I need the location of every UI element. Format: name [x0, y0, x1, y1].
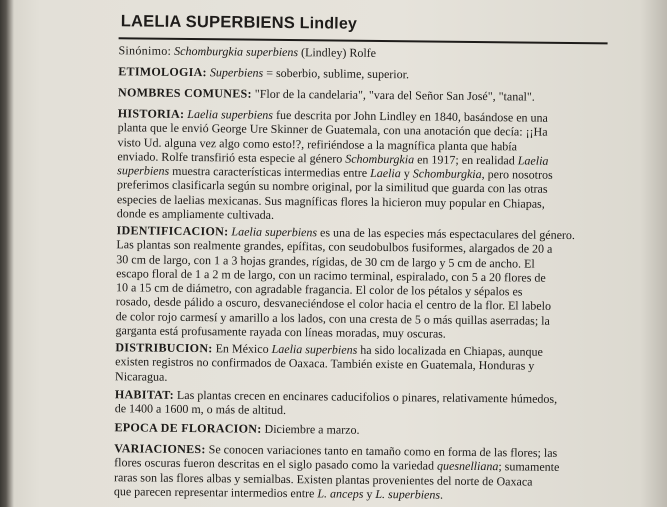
etimologia-text: = soberbio, sublime, superior. [266, 65, 410, 82]
variaciones-text: . [440, 487, 444, 502]
nombres-section [118, 85, 535, 104]
historia-line: preferimos clasificarla según su nombre original, por la similitud que guarda con las otras [116, 177, 548, 197]
nombres-text: "Flor de la candelaria", "vara del Señor San José", "tanal". [254, 86, 535, 104]
sinonimo-section [118, 43, 376, 60]
variaciones-text: flores oscuras fueron descritas en el siglo pasado como la variedad [114, 455, 435, 473]
identificacion-line: rosado, desde pálido a oscuro, desvaneciéndose el color hacia el centro de la flor. El labelo [115, 294, 552, 314]
historia-text: fue descrita por John Lindley en 1840, basándose en una [275, 107, 548, 125]
nombres-label: NOMBRES COMUNES: [117, 85, 252, 101]
historia-genus: Schomburgkia [412, 166, 482, 182]
habitat-section [115, 387, 558, 420]
historia-text: y [403, 166, 410, 181]
historia-text: muestra características intermedias entre [172, 164, 368, 181]
identificacion-label: IDENTIFICACION: [116, 223, 229, 239]
identificacion-line: garganta está profusamente rayada con líneas moradas, muy oscuras. [115, 323, 446, 341]
habitat-text: Las plantas crecen en encinares caducifolios o pinares, relativamente húmedos, [176, 387, 558, 406]
historia-line: visto Ud. alguna vez algo como esto!?, refiriéndose a la magnífica planta que había [117, 134, 518, 154]
identificacion-species: Laelia superbiens [231, 224, 318, 240]
identificacion-line: Las plantas son realmente grandes, epífitas, con seudobulbos fusiformes, alargados de 20 a [116, 237, 553, 257]
variaciones-text: ; sumamente [498, 459, 560, 475]
distribucion-section [115, 340, 543, 387]
etimologia-word: Superbiens [209, 65, 264, 80]
variaciones-species: L. anceps [317, 486, 364, 501]
historia-label: HISTORIA: [117, 106, 185, 121]
distribucion-label: DISTRIBUCION: [115, 340, 213, 356]
variaciones-section [114, 441, 560, 503]
variaciones-text: Se conocen variaciones tanto en tamaño como en forma de las flores; las [208, 442, 558, 460]
distribucion-line: Nicaragua. [114, 368, 168, 384]
page-title [121, 12, 357, 33]
historia-text: en 1917; en realidad [417, 152, 515, 168]
distribucion-line: existen registros no confirmados de Oaxaca. También existe en Guatemala, Honduras y [115, 354, 535, 373]
distribucion-species: Laelia superbiens [271, 341, 358, 357]
identificacion-text: es una de las especies más espectaculares del género. [320, 225, 576, 243]
historia-genus: Schomburgkia [345, 151, 415, 167]
title-author: Lindley [299, 15, 358, 33]
historia-text: , pero nosotros [481, 167, 553, 182]
historia-line: planta que le envió George Ure Skinner de Guatemala, con una anotación que decía: ¡¡Ha [117, 120, 548, 140]
etimologia-label: ETIMOLOGIA: [118, 64, 207, 80]
distribucion-text: ha sido localizada en Chiapas, aunque [360, 342, 543, 359]
floracion-section [114, 420, 359, 437]
sinonimo-rest: (Lindley) Rolfe [300, 45, 377, 60]
title-genus: LAELIA SUPERBIENS [120, 12, 296, 33]
floracion-label: EPOCA DE FLORACION: [114, 420, 262, 436]
distribucion-text: En México [215, 341, 269, 356]
variaciones-line: raras son las flores albas y semialbas. Existen plantas provenientes del norte de Oaxaca [113, 469, 533, 489]
identificacion-line: 30 cm de largo, con 1 a 3 hojas grandes, rígidas, de 30 cm de largo y 5 cm de ancho. El [116, 251, 535, 271]
sinonimo-label: Sinónimo: [118, 43, 172, 58]
identificacion-section [115, 223, 575, 342]
historia-section [117, 106, 554, 225]
historia-species: Laelia superbiens [187, 106, 274, 122]
variaciones-variety: quesnelliana [436, 458, 499, 474]
variaciones-text: y [366, 486, 373, 501]
variaciones-text: que parecen representar intermedios entre [113, 484, 315, 501]
etimologia-section [118, 64, 409, 81]
historia-line: donde es ampliamente cultivada. [116, 206, 275, 222]
sinonimo-species: Schomburgkia superbiens [174, 43, 299, 60]
historia-line: especies de laelias mexicanas. Sus magníficas flores la hicieron muy popular en Chiapas, [116, 192, 545, 211]
habitat-label: HABITAT: [114, 387, 175, 402]
variaciones-label: VARIACIONES: [114, 441, 206, 457]
habitat-line: de 1400 a 1600 m, o más de altitud. [114, 401, 287, 418]
floracion-text: Diciembre a marzo. [264, 421, 360, 437]
variaciones-species: L. superbiens [375, 486, 441, 502]
historia-text: enviado. Rolfe transfirió esta especie al género [117, 149, 343, 166]
identificacion-line: 10 a 15 cm de diámetro, con agradable fragancia. El color de los pétalos y sépalos es [115, 280, 523, 299]
identificacion-line: de color rojo carmesí y amarillo a los lados, con una cresta de 5 o más quillas aserradas; la [115, 309, 550, 328]
identificacion-line: escapo floral de 1 a 2 m de largo, con un racimo terminal, espiralado, con 5 a 20 flores de [116, 266, 546, 285]
historia-genus: Laelia [370, 166, 401, 181]
historia-epithet: superbiens [117, 163, 170, 178]
historia-genus: Laelia [517, 153, 549, 168]
